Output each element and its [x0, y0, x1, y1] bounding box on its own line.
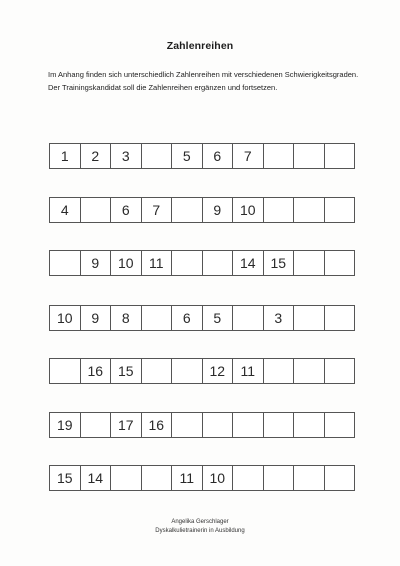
number-cell-empty [325, 359, 355, 383]
number-series-row [49, 305, 355, 331]
number-cell: 7 [142, 198, 173, 222]
number-cell-empty [203, 413, 234, 437]
number-cell: 10 [203, 466, 234, 490]
number-cell: 9 [203, 198, 234, 222]
number-cell-empty [264, 466, 295, 490]
number-cell: 15 [264, 251, 295, 275]
number-cell: 11 [142, 251, 173, 275]
number-series-row [49, 412, 355, 438]
number-cell-empty [294, 359, 325, 383]
author-role: Dyskalkulietrainerin in Ausbildung [155, 528, 245, 534]
number-cell-empty [264, 413, 295, 437]
number-cell-empty [233, 466, 264, 490]
number-cell: 5 [203, 306, 234, 330]
number-cell-empty [294, 466, 325, 490]
number-cell-empty [50, 251, 81, 275]
number-cell: 16 [81, 359, 112, 383]
number-cell: 9 [81, 306, 112, 330]
number-cell: 6 [172, 306, 203, 330]
number-cell-empty [325, 306, 355, 330]
number-cell-empty [264, 359, 295, 383]
number-cell-empty [81, 198, 112, 222]
number-cell: 1 [50, 144, 81, 168]
number-cell: 8 [111, 306, 142, 330]
number-cell-empty [172, 413, 203, 437]
number-cell-empty [142, 359, 173, 383]
author-name: Angelika Gerschlager [171, 519, 229, 525]
number-cell: 4 [50, 198, 81, 222]
number-cell-empty [172, 359, 203, 383]
number-cell-empty [264, 198, 295, 222]
number-series-row [49, 197, 355, 223]
intro-text: Im Anhang finden sich unterschiedlich Zahlenreihen mit verschiedenen Schwierigkeitsgraden. Der Trainingskandidat soll die Zahlenreihen ergänzen und fortsetzen. [48, 70, 359, 92]
number-cell-empty [111, 466, 142, 490]
number-cell: 10 [111, 251, 142, 275]
number-cell: 12 [203, 359, 234, 383]
number-cell-empty [294, 413, 325, 437]
number-cell-empty [203, 251, 234, 275]
number-series-row [49, 143, 355, 169]
number-cell: 3 [264, 306, 295, 330]
number-cell: 17 [111, 413, 142, 437]
number-cell: 2 [81, 144, 112, 168]
number-cell: 5 [172, 144, 203, 168]
number-cell-empty [142, 306, 173, 330]
number-cell-empty [294, 198, 325, 222]
page-title: Zahlenreihen [166, 40, 234, 52]
number-cell-empty [325, 413, 355, 437]
number-series-row [49, 358, 355, 384]
number-cell-empty [233, 413, 264, 437]
number-cell: 14 [233, 251, 264, 275]
number-cell-empty [294, 306, 325, 330]
number-cell-empty [142, 144, 173, 168]
number-cell-empty [264, 144, 295, 168]
number-cell: 14 [81, 466, 112, 490]
number-cell: 11 [172, 466, 203, 490]
number-cell-empty [325, 251, 355, 275]
number-cell-empty [294, 251, 325, 275]
number-series-row [49, 250, 355, 276]
number-cell: 16 [142, 413, 173, 437]
number-cell-empty [81, 413, 112, 437]
number-series-row [49, 465, 355, 491]
number-cell-empty [172, 251, 203, 275]
footer [0, 518, 400, 536]
number-cell: 10 [50, 306, 81, 330]
number-cell-empty [294, 144, 325, 168]
number-cell: 7 [233, 144, 264, 168]
number-cell-empty [172, 198, 203, 222]
number-cell: 15 [50, 466, 81, 490]
number-cell: 3 [111, 144, 142, 168]
number-cell: 11 [233, 359, 264, 383]
number-cell: 6 [203, 144, 234, 168]
number-cell: 9 [81, 251, 112, 275]
number-cell-empty [233, 306, 264, 330]
number-cell: 10 [233, 198, 264, 222]
number-cell: 6 [111, 198, 142, 222]
number-cell-empty [142, 466, 173, 490]
number-cell: 19 [50, 413, 81, 437]
number-cell-empty [325, 144, 355, 168]
number-cell-empty [325, 466, 355, 490]
number-cell-empty [50, 359, 81, 383]
number-cell-empty [325, 198, 355, 222]
number-cell: 15 [111, 359, 142, 383]
